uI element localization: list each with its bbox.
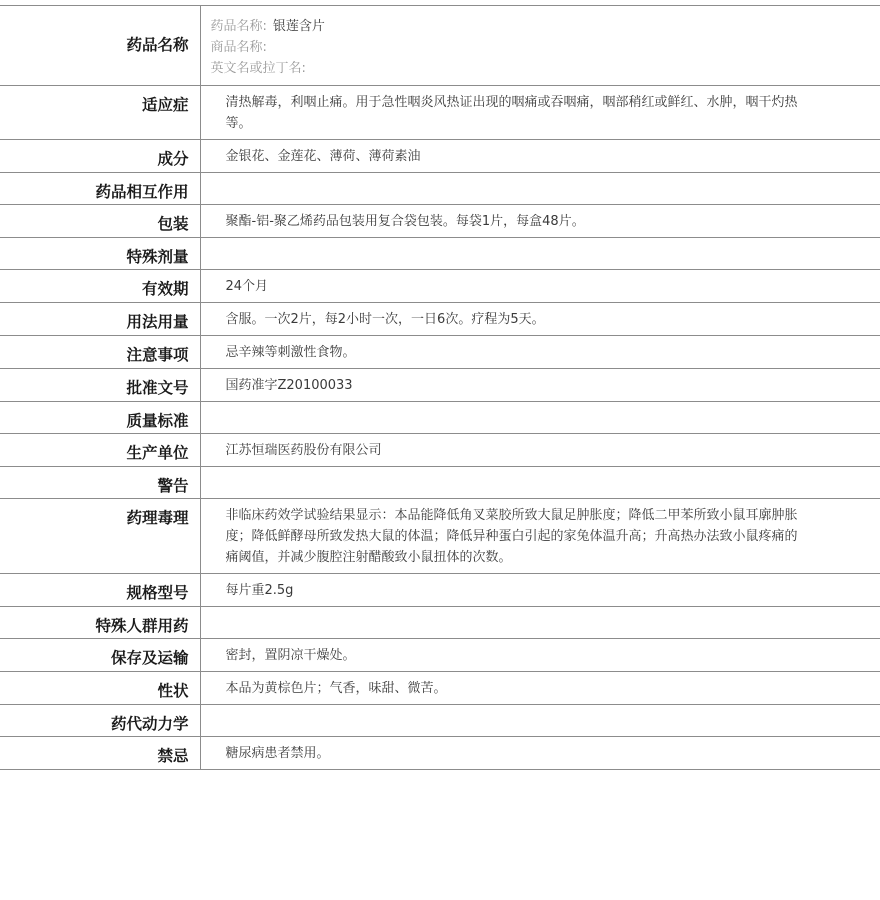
row-value: 忌辛辣等刺激性食物。	[200, 336, 880, 369]
drug-info-table	[0, 5, 880, 770]
row-pharmacokinetics	[0, 705, 880, 737]
row-label: 包装	[0, 205, 200, 238]
row-special-populations	[0, 607, 880, 639]
row-label: 警告	[0, 467, 200, 499]
row-label: 药品相互作用	[0, 173, 200, 205]
row-packaging	[0, 205, 880, 238]
row-indications	[0, 86, 880, 140]
row-value	[200, 607, 880, 639]
row-specification	[0, 574, 880, 607]
trade-name-key: 商品名称:	[210, 40, 267, 55]
row-interactions	[0, 173, 880, 205]
latin-name-line	[211, 58, 801, 79]
product-name-values	[200, 6, 880, 86]
row-value: 非临床药效学试验结果显示：本品能降低角叉菜胶所致大鼠足肿胀度；降低二甲苯所致小鼠耳廓肿胀度；降低鲜酵母所致发热大鼠的体温；降低异种蛋白引起的家兔体温升高；升高热办法致小鼠疼痛的痛阈值，并减少腹腔注射醋酸致小鼠扭体的次数。	[200, 499, 880, 574]
generic-name-key: 药品名称:	[210, 19, 267, 34]
row-label: 规格型号	[0, 574, 200, 607]
row-value	[200, 402, 880, 434]
row-label: 适应症	[0, 86, 200, 140]
row-label: 药代动力学	[0, 705, 200, 737]
latin-name-key: 英文名或拉丁名:	[210, 61, 306, 76]
row-label: 保存及运输	[0, 639, 200, 672]
row-shelf-life	[0, 270, 880, 303]
row-label: 禁忌	[0, 737, 200, 770]
row-value: 国药准字Z20100033	[200, 369, 880, 402]
row-value: 本品为黄棕色片；气香，味甜、微苦。	[200, 672, 880, 705]
row-ingredients	[0, 140, 880, 173]
row-value	[200, 238, 880, 270]
row-label: 注意事项	[0, 336, 200, 369]
row-label: 药理毒理	[0, 499, 200, 574]
row-label: 成分	[0, 140, 200, 173]
row-special-dosage	[0, 238, 880, 270]
row-value: 含服。一次2片，每2小时一次，一日6次。疗程为5天。	[200, 303, 880, 336]
row-label: 批准文号	[0, 369, 200, 402]
row-description	[0, 672, 880, 705]
trade-name-line	[211, 37, 801, 58]
row-manufacturer	[0, 434, 880, 467]
row-value: 糖尿病患者禁用。	[200, 737, 880, 770]
row-value: 金银花、金莲花、薄荷、薄荷素油	[200, 140, 880, 173]
row-label: 用法用量	[0, 303, 200, 336]
row-value	[200, 467, 880, 499]
row-label: 质量标准	[0, 402, 200, 434]
row-product-name	[0, 6, 880, 86]
row-label: 药品名称	[0, 6, 200, 86]
row-value: 每片重2.5g	[200, 574, 880, 607]
row-label: 生产单位	[0, 434, 200, 467]
row-quality-standard	[0, 402, 880, 434]
row-label: 性状	[0, 672, 200, 705]
row-warning	[0, 467, 880, 499]
row-value	[200, 705, 880, 737]
row-precautions	[0, 336, 880, 369]
row-approval-number	[0, 369, 880, 402]
row-value	[200, 173, 880, 205]
generic-name-value: 银莲含片	[272, 19, 325, 34]
row-pharmacology	[0, 499, 880, 574]
row-dosage	[0, 303, 880, 336]
row-label: 特殊人群用药	[0, 607, 200, 639]
row-value: 江苏恒瑞医药股份有限公司	[200, 434, 880, 467]
row-value: 24个月	[200, 270, 880, 303]
row-value: 密封，置阴凉干燥处。	[200, 639, 880, 672]
row-contraindications	[0, 737, 880, 770]
row-label: 特殊剂量	[0, 238, 200, 270]
row-value: 聚酯-铝-聚乙烯药品包装用复合袋包装。每袋1片，每盒48片。	[200, 205, 880, 238]
generic-name-line	[211, 16, 801, 37]
row-storage	[0, 639, 880, 672]
row-label: 有效期	[0, 270, 200, 303]
row-value: 清热解毒，利咽止痛。用于急性咽炎风热证出现的咽痛或吞咽痛，咽部稍红或鲜红、水肿，咽干灼热等。	[200, 86, 880, 140]
